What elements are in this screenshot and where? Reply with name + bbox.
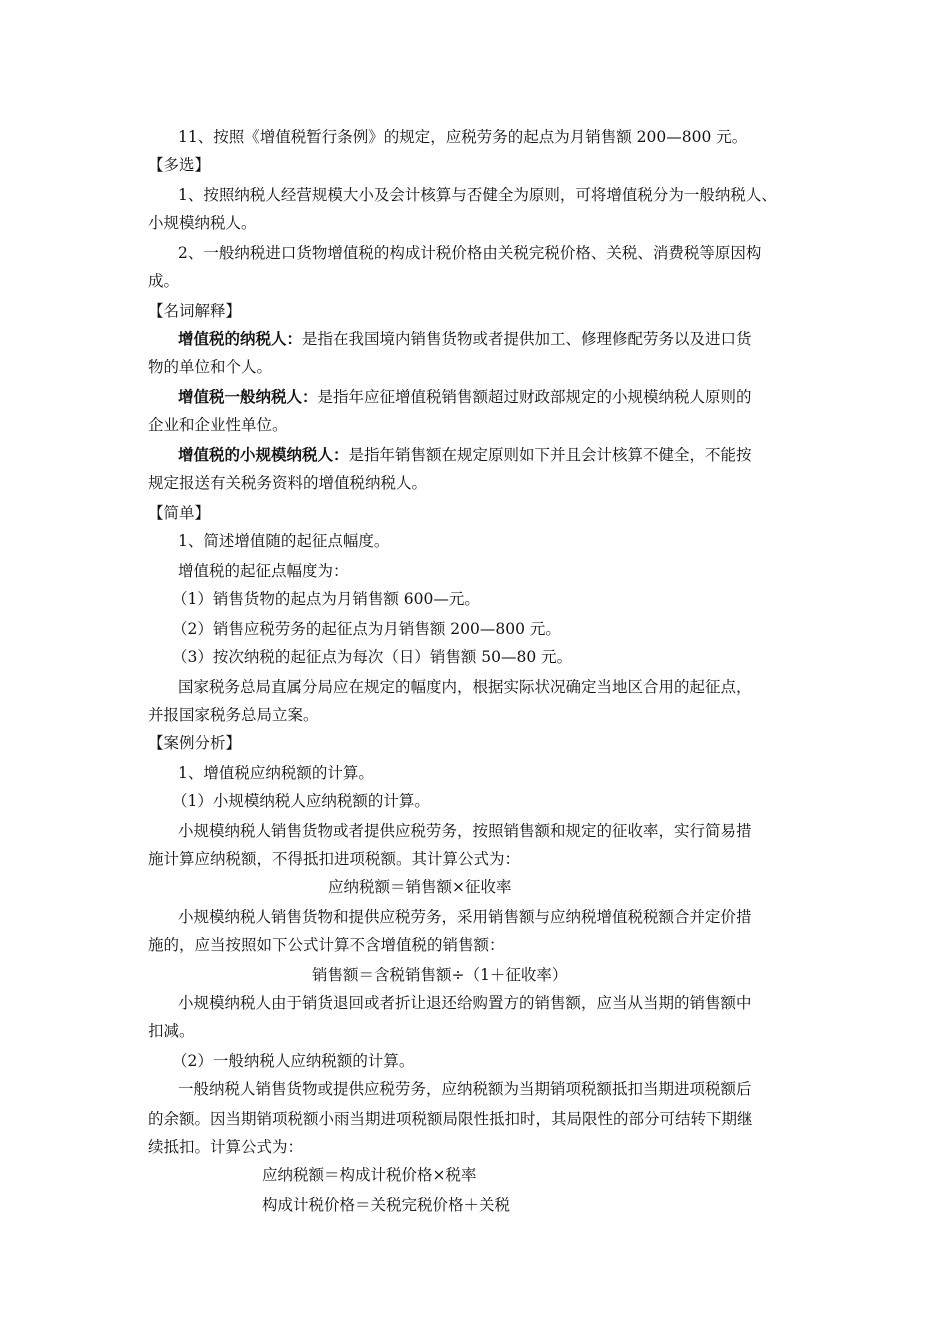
paragraph-line: 成。: [148, 272, 180, 290]
paragraph-line: 小规模纳税人销售货物和提供应税劳务，采用销售额与应纳税增值税税额合并定价措: [178, 908, 752, 926]
definition-term: 增值税的小规模纳税人：: [178, 445, 349, 464]
section-heading: 【名词解释】: [148, 302, 242, 320]
paragraph-line: 物的单位和个人。: [148, 358, 273, 376]
paragraph-line: 增值税的起征点幅度为：: [178, 562, 349, 580]
paragraph-line: 企业和企业性单位。: [148, 416, 288, 434]
paragraph-line: 1、按照纳税人经营规模大小及会计核算与否健全为原则，可将增值税分为一般纳税人、: [178, 186, 777, 204]
paragraph-line: 施计算应纳税额，不得抵扣进项税额。其计算公式为：: [148, 850, 521, 868]
paragraph-line: 1、增值税应纳税额的计算。: [178, 764, 374, 782]
paragraph-line: 11、按照《增值税暂行条例》的规定，应税劳务的起点为月销售额 200—800 元。: [178, 128, 748, 146]
definition-line: [178, 445, 752, 465]
definition-term: 增值税的纳税人：: [178, 329, 303, 348]
definition-text: 是指年应征增值税销售额超过财政部规定的小规模纳税人原则的: [317, 388, 752, 406]
formula: 应纳税额＝销售额×征收率: [328, 878, 512, 896]
paragraph-line: 扣减。: [148, 1022, 195, 1040]
paragraph-line: 小规模纳税人。: [148, 214, 257, 232]
list-item: （1）销售货物的起点为月销售额 600—元。: [172, 590, 480, 608]
section-heading: 【多选】: [148, 156, 211, 174]
formula: 应纳税额＝构成计税价格×税率: [262, 1166, 477, 1184]
paragraph-line: 一般纳税人销售货物或提供应税劳务，应纳税额为当期销项税额抵扣当期进项税额后: [178, 1080, 752, 1098]
section-heading: 【案例分析】: [148, 734, 242, 752]
definition-term: 增值税一般纳税人：: [178, 387, 318, 406]
paragraph-line: 2、一般纳税进口货物增值税的构成计税价格由关税完税价格、关税、消费税等原因构: [178, 244, 762, 262]
paragraph-line: （1）小规模纳税人应纳税额的计算。: [172, 792, 430, 810]
formula: 销售额＝含税销售额÷（1＋征收率）: [312, 966, 568, 984]
paragraph-line: 1、简述增值随的起征点幅度。: [178, 532, 390, 550]
paragraph-line: 的余额。因当期销项税额小雨当期进项税额局限性抵扣时，其局限性的部分可结转下期继: [148, 1110, 753, 1128]
paragraph-line: （2）一般纳税人应纳税额的计算。: [172, 1052, 415, 1070]
list-item: （3）按次纳税的起征点为每次（日）销售额 50—80 元。: [172, 648, 573, 666]
paragraph-line: 续抵扣。计算公式为：: [148, 1138, 304, 1156]
paragraph-line: 小规模纳税人销售货物或者提供应税劳务，按照销售额和规定的征收率，实行简易措: [178, 822, 752, 840]
paragraph-line: 并报国家税务总局立案。: [148, 706, 319, 724]
definition-line: [178, 329, 752, 349]
definition-text: 是指年销售额在规定原则如下并且会计核算不健全，不能按: [348, 446, 752, 464]
list-item: （2）销售应税劳务的起征点为月销售额 200—800 元。: [172, 620, 561, 638]
paragraph-line: 国家税务总局直属分局应在规定的幅度内，根据实际状况确定当地区合用的起征点，: [178, 678, 752, 696]
definition-text: 是指在我国境内销售货物或者提供加工、修理修配劳务以及进口货: [302, 330, 752, 348]
paragraph-line: 小规模纳税人由于销货退回或者折让退还给购置方的销售额，应当从当期的销售额中: [178, 994, 752, 1012]
definition-line: [178, 387, 752, 407]
paragraph-line: 施的，应当按照如下公式计算不含增值税的销售额：: [148, 936, 505, 954]
section-heading: 【简单】: [148, 504, 211, 522]
paragraph-line: 规定报送有关税务资料的增值税纳税人。: [148, 474, 428, 492]
formula: 构成计税价格＝关税完税价格＋关税: [262, 1196, 511, 1214]
